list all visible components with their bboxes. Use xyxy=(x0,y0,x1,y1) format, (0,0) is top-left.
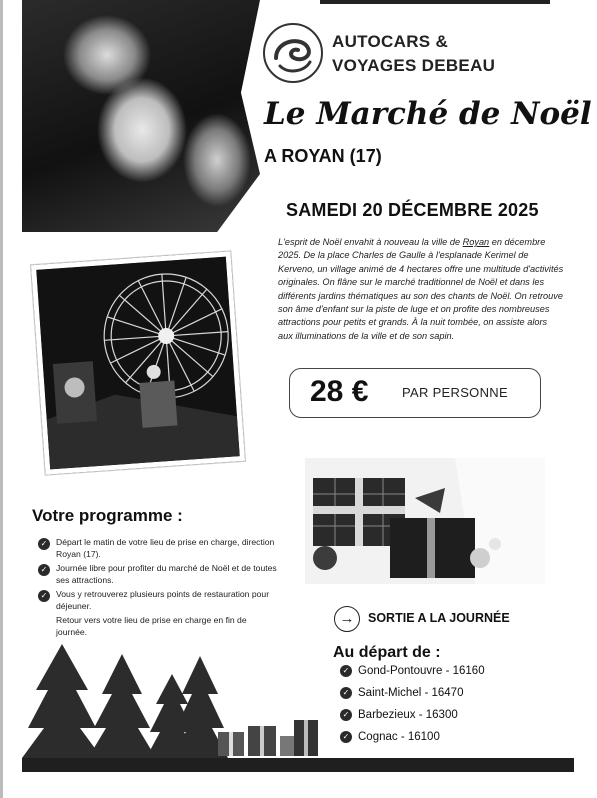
program-item xyxy=(38,563,278,586)
page-title: Le Marché de Noël xyxy=(264,96,592,132)
pine-trees-illustration xyxy=(22,640,322,760)
company-name-line2: VOYAGES DEBEAU xyxy=(332,56,496,75)
program-list xyxy=(38,537,278,641)
program-item xyxy=(38,615,278,638)
event-description xyxy=(278,236,564,343)
program-item-text: Vous y retrouverez plusieurs points de restauration pour déjeuner. xyxy=(56,589,270,611)
check-circle-icon: ✓ xyxy=(340,665,352,677)
check-circle-icon: ✓ xyxy=(38,564,50,576)
price-box xyxy=(289,368,541,418)
arrow-right-circle-icon: → xyxy=(334,606,360,632)
footer-bar xyxy=(22,758,574,772)
program-item-text: Journée libre pour profiter du marché de Noël et de toutes ses attractions. xyxy=(56,563,277,585)
event-date: SAMEDI 20 DÉCEMBRE 2025 xyxy=(286,200,539,220)
departure-item xyxy=(340,708,485,730)
program-title: Votre programme : xyxy=(32,506,183,525)
departure-city: Gond-Pontouvre - 16160 xyxy=(358,665,485,677)
santa-photo xyxy=(22,0,260,232)
description-text-2: en décembre 2025. De la place Charles de Gaulle à l'esplanade Kerimel de Kerveno, un village animé de 4 hectares offre une multitude d'activités originales. On flâne sur le marché traditionnel de Noël et dans les différents jardins thématiques au son des chants de Noël. On retrouve son âme d'enfant sur la piste de luge et on profite des nombreuses attractions pour petits et grands. À la nuit tombée, on assiste alors aux illuminations de la ville et de son sapin. xyxy=(278,237,564,341)
departure-city: Barbezieux - 16300 xyxy=(358,709,458,721)
top-strip xyxy=(320,0,550,4)
departure-item xyxy=(340,664,485,686)
departure-list xyxy=(340,664,485,752)
check-circle-icon: ✓ xyxy=(340,687,352,699)
gifts-photo xyxy=(305,458,545,584)
check-circle-icon: ✓ xyxy=(38,538,50,550)
departure-item xyxy=(340,686,485,708)
page-edge xyxy=(0,0,3,798)
description-text-1: L'esprit de Noël envahit à nouveau la ville de xyxy=(278,237,463,247)
program-item-text: Retour vers votre lieu de prise en charge en fin de journée. xyxy=(56,615,247,637)
departure-title: Au départ de : xyxy=(333,644,441,661)
departure-city: Saint-Michel - 16470 xyxy=(358,687,464,699)
swirl-logo-icon xyxy=(262,22,324,84)
check-circle-icon: ✓ xyxy=(38,590,50,602)
sortie-label: SORTIE A LA JOURNÉE xyxy=(368,611,510,625)
description-highlight: Royan xyxy=(462,237,490,247)
price-unit: PAR PERSONNE xyxy=(402,385,508,400)
program-item xyxy=(38,589,278,612)
check-circle-icon: ✓ xyxy=(340,731,352,743)
check-circle-icon: ✓ xyxy=(340,709,352,721)
program-item xyxy=(38,537,278,560)
price-amount: 28 € xyxy=(310,375,369,408)
program-item-text: Départ le matin de votre lieu de prise en charge, direction Royan (17). xyxy=(56,537,275,559)
departure-item xyxy=(340,730,485,752)
page-subtitle: A ROYAN (17) xyxy=(264,146,382,166)
ferris-wheel-photo xyxy=(31,251,245,474)
company-name-line1: AUTOCARS & xyxy=(332,32,449,51)
departure-city: Cognac - 16100 xyxy=(358,731,440,743)
